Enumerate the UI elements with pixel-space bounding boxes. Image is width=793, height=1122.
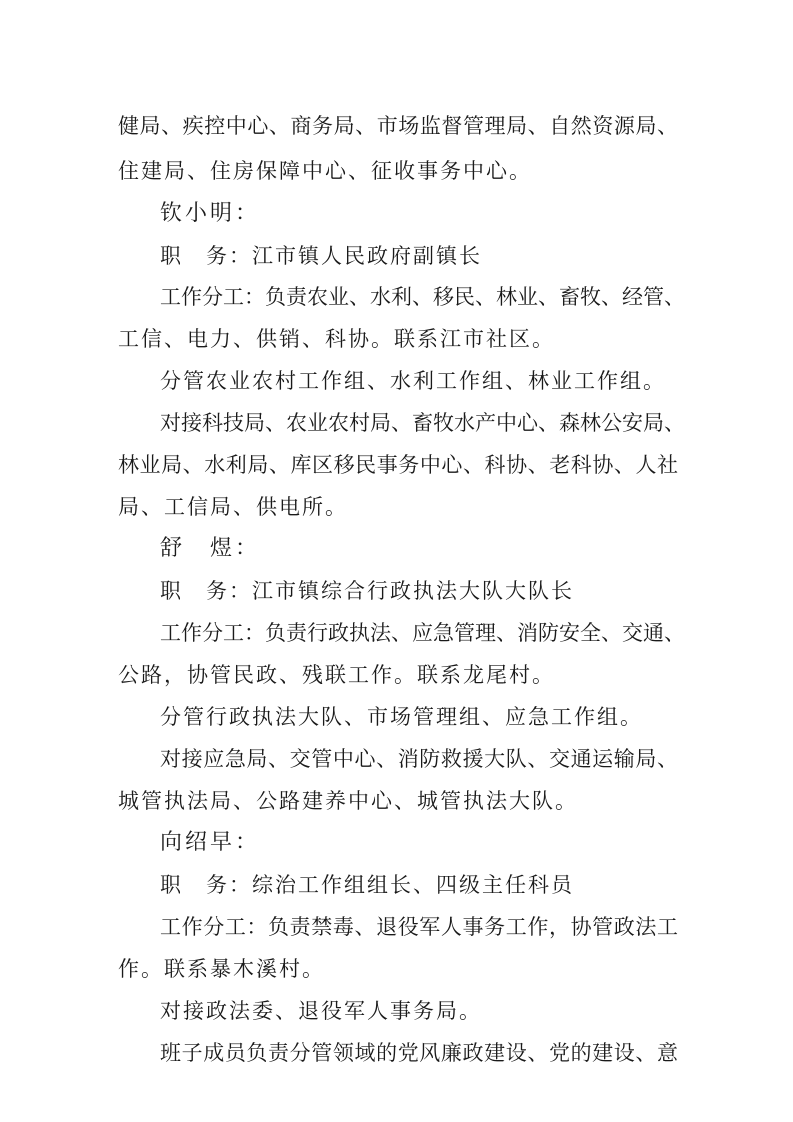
paragraph-line: 对接政法委、退役军人事务局。 (160, 999, 482, 1023)
person-heading: 向绍早： (160, 830, 261, 855)
paragraph-line: 分管行政执法大队、市场管理组、应急工作组。 (160, 705, 643, 729)
paragraph-line: 作。联系暴木溪村。 (118, 957, 325, 981)
paragraph-line: 林业局、水利局、库区移民事务中心、科协、老科协、人社 (118, 453, 678, 477)
paragraph-line: 对接科技局、农业农村局、畜牧水产中心、森林公安局、 (160, 411, 685, 435)
paragraph-line: 公路，协管民政、残联工作。联系龙尾村。 (118, 663, 555, 687)
paragraph-line: 班子成员负责分管领域的党风廉政建设、党的建设、意 (160, 1041, 678, 1065)
paragraph-line: 工作分工：负责农业、水利、移民、林业、畜牧、经管、 (160, 285, 685, 309)
paragraph-line: 住建局、住房保障中心、征收事务中心。 (118, 159, 532, 183)
position-line: 职 务：综治工作组组长、四级主任科员 (160, 873, 574, 897)
paragraph-line: 分管农业农村工作组、水利工作组、林业工作组。 (160, 369, 666, 393)
paragraph-line: 城管执法局、公路建养中心、城管执法大队。 (118, 789, 578, 813)
paragraph-line: 工作分工：负责行政执法、应急管理、消防安全、交通、 (160, 621, 685, 645)
person-heading: 钦小明： (160, 201, 261, 226)
position-line: 职 务：江市镇综合行政执法大队大队长 (160, 579, 574, 603)
paragraph-line: 工作分工：负责禁毒、退役军人事务工作，协管政法工 (160, 915, 678, 939)
paragraph-line: 对接应急局、交管中心、消防救援大队、交通运输局、 (160, 747, 678, 771)
paragraph-line: 工信、电力、供销、科协。联系江市社区。 (118, 327, 555, 351)
paragraph-line: 局、工信局、供电所。 (118, 495, 348, 519)
paragraph-line: 健局、疾控中心、商务局、市场监督管理局、自然资源局、 (118, 114, 678, 138)
person-heading: 舒 煜： (160, 536, 261, 561)
position-line: 职 务：江市镇人民政府副镇长 (160, 244, 482, 268)
